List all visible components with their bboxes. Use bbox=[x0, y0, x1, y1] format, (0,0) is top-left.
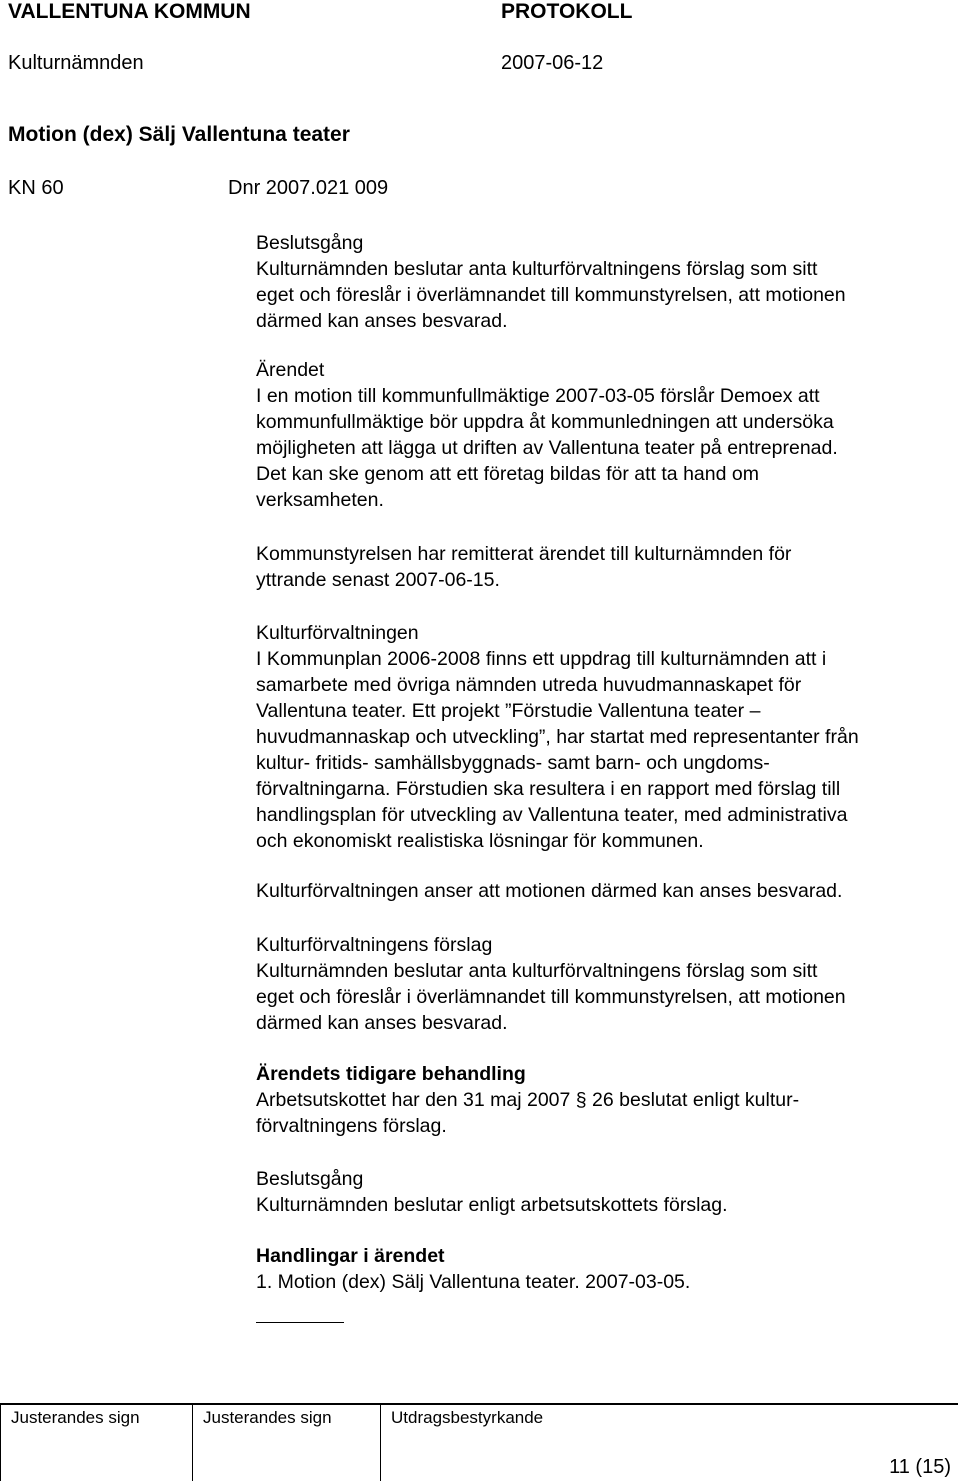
section-kulturforvaltningen bbox=[256, 620, 859, 854]
section-tidigare-behandling bbox=[256, 1061, 799, 1139]
text-line: förvaltningarna. Förstudien ska resultera i en rapport med förslag till bbox=[256, 778, 841, 800]
text-line: handlingsplan för utveckling av Vallentuna teater, med administrativa bbox=[256, 804, 848, 826]
signature-box-1 bbox=[0, 1405, 191, 1481]
section-beslutsgang-1 bbox=[256, 230, 846, 334]
text-line: verksamheten. bbox=[256, 489, 384, 511]
section-heading: Beslutsgång bbox=[256, 232, 364, 254]
text-line: möjligheten att lägga ut driften av Vallentuna teater på entreprenad. bbox=[256, 437, 838, 459]
text-line: Kommunstyrelsen har remitterat ärendet till kulturnämnden för bbox=[256, 543, 792, 565]
text-line: Kulturnämnden beslutar enligt arbetsutskottets förslag. bbox=[256, 1194, 728, 1216]
extract-box bbox=[380, 1405, 957, 1481]
doc-type: PROTOKOLL bbox=[501, 0, 633, 23]
section-heading: Ärendets tidigare behandling bbox=[256, 1063, 526, 1085]
section-beslutsgang-2 bbox=[256, 1166, 728, 1218]
text-line: därmed kan anses besvarad. bbox=[256, 1012, 508, 1034]
section-heading: Beslutsgång bbox=[256, 1168, 364, 1190]
text-line: I en motion till kommunfullmäktige 2007-03-05 förslår Demoex att bbox=[256, 385, 820, 407]
meeting-date: 2007-06-12 bbox=[501, 52, 604, 74]
extract-label: Utdragsbestyrkande bbox=[391, 1408, 544, 1427]
text-line: 1. Motion (dex) Sälj Vallentuna teater. 2007-03-05. bbox=[256, 1271, 691, 1293]
page-number: 11 (15) bbox=[889, 1456, 951, 1478]
section-arendet bbox=[256, 357, 838, 513]
text-line: I Kommunplan 2006-2008 finns ett uppdrag till kulturnämnden att i bbox=[256, 648, 827, 670]
section-heading: Ärendet bbox=[256, 359, 325, 381]
text-line: kultur- fritids- samhällsbyggnads- samt barn- och ungdoms- bbox=[256, 752, 770, 774]
section-kulturforvaltningen-para2 bbox=[256, 878, 842, 904]
committee-name: Kulturnämnden bbox=[8, 52, 144, 74]
text-line: Kulturförvaltningen anser att motionen därmed kan anses besvarad. bbox=[256, 880, 843, 902]
text-line: eget och föreslår i överlämnandet till kommunstyrelsen, att motionen bbox=[256, 284, 846, 306]
text-line: eget och föreslår i överlämnandet till kommunstyrelsen, att motionen bbox=[256, 986, 846, 1008]
text-line: Det kan ske genom att ett företag bildas för att ta hand om bbox=[256, 463, 759, 485]
signature-footer bbox=[0, 1403, 958, 1481]
text-line: yttrande senast 2007-06-15. bbox=[256, 569, 500, 591]
text-line: kommunfullmäktige bör uppdra åt kommunledningen att undersöka bbox=[256, 411, 834, 433]
section-arendet-para2 bbox=[256, 541, 791, 593]
section-heading: Kulturförvaltningens förslag bbox=[256, 934, 493, 956]
text-line: Vallentuna teater. Ett projekt ”Förstudie Vallentuna teater – bbox=[256, 700, 761, 722]
signature-label: Justerandes sign bbox=[11, 1408, 140, 1427]
org-name: VALLENTUNA KOMMUN bbox=[8, 0, 251, 23]
text-line: därmed kan anses besvarad. bbox=[256, 310, 508, 332]
signature-label: Justerandes sign bbox=[203, 1408, 332, 1427]
text-line: och ekonomiskt realistiska lösningar för kommunen. bbox=[256, 830, 704, 852]
text-line: Arbetsutskottet har den 31 maj 2007 § 26 beslutat enligt kultur- bbox=[256, 1089, 800, 1111]
text-line: Kulturnämnden beslutar anta kulturförvaltningens förslag som sitt bbox=[256, 960, 818, 982]
section-handlingar bbox=[256, 1243, 690, 1295]
text-line: förvaltningens förslag. bbox=[256, 1115, 447, 1137]
section-forvaltningens-forslag bbox=[256, 932, 846, 1036]
signature-box-2 bbox=[192, 1405, 381, 1481]
text-line: Kulturnämnden beslutar anta kulturförvaltningens förslag som sitt bbox=[256, 258, 818, 280]
end-divider bbox=[256, 1322, 344, 1323]
section-heading: Kulturförvaltningen bbox=[256, 622, 419, 644]
section-heading: Handlingar i ärendet bbox=[256, 1245, 445, 1267]
text-line: huvudmannaskap och utveckling”, har startat med representanter från bbox=[256, 726, 859, 748]
registry-number: Dnr 2007.021 009 bbox=[228, 177, 389, 199]
case-number: KN 60 bbox=[8, 177, 64, 199]
case-title: Motion (dex) Sälj Vallentuna teater bbox=[8, 123, 350, 146]
text-line: samarbete med övriga nämnden utreda huvudmannaskapet för bbox=[256, 674, 802, 696]
